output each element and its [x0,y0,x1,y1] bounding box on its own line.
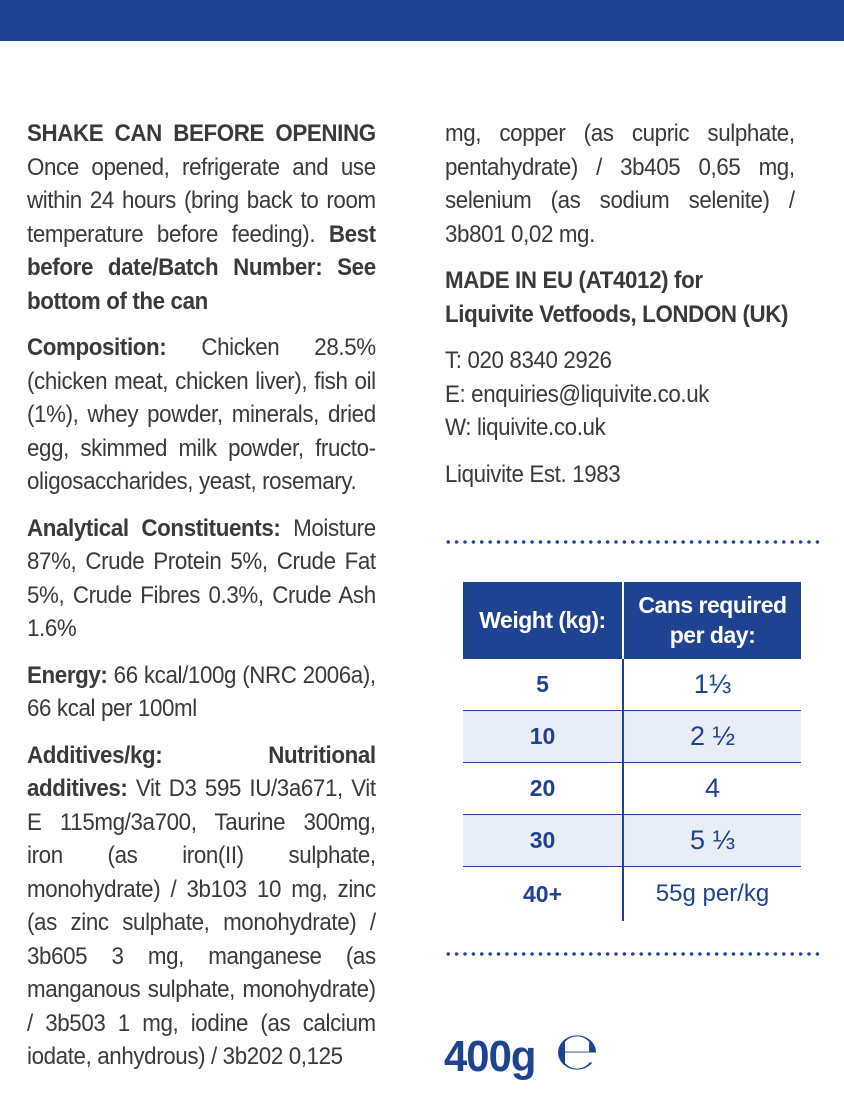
composition-text: Chicken 28.5% (chicken meat, chicken liver), fish oil (1%), whey powder, minerals, dried egg, skimmed milk powder, fructo-oligosaccharides, yeast, rosemary. [27,334,376,495]
row-cans: 4 [623,763,801,815]
storage-text: Once opened, refrigerate and use within 24 hours (bring back to room temperature before feeding). [27,153,376,248]
row-weight: 5 [463,659,623,711]
right-column [445,117,795,504]
energy-label: Energy: [27,661,108,689]
made-in-text: MADE IN EU (AT4012) for Liquivite Vetfoods, LONDON (UK) [445,267,789,328]
shake-heading: SHAKE CAN BEFORE OPENING [27,120,376,147]
table-row [463,711,801,763]
header-bar [0,0,844,41]
composition-paragraph [27,331,376,499]
web-text: W: liquivite.co.uk [445,414,606,441]
row-cans: 55g per/kg [655,880,770,907]
feeding-table-header [463,582,801,659]
table-row [463,659,801,711]
table-row [463,867,801,922]
energy-paragraph [27,659,376,726]
phone-text: T: 020 8340 2926 [445,347,612,374]
additives-paragraph [27,739,376,1074]
analytical-paragraph [27,512,376,646]
additives-label: Additives/kg: Nutritional additives: [27,741,376,802]
header-cans: Cans required per day: [623,582,801,659]
row-weight: 10 [463,711,623,763]
analytical-text: Moisture 87%, Crude Protein 5%, Crude Fat 5%, Crude Fibres 0.3%, Crude Ash 1.6% [27,514,376,642]
left-column [27,117,376,1087]
additives-text: Vit D3 595 IU/3a671, Vit E 115mg/3a700, Taurine 300mg, iron (as iron(II) sulphate, monohydrate) / 3b103 10 mg, zinc (as zinc sulphate, monohydrate) / 3b605 3 mg, manganese (as manganous sulphate, monohydrate) / 3b503 1 mg, iodine (as calcium iodate, anhydrous) / 3b202 0,125 [27,775,376,1070]
established-text: Liquivite Est. 1983 [445,460,621,488]
header-weight: Weight (kg): [463,582,623,659]
net-weight: 400g [444,1032,536,1081]
energy-text: 66 kcal/100g (NRC 2006a), 66 kcal per 100ml [27,661,376,722]
row-weight: 30 [463,815,623,867]
dotted-divider-top [444,539,822,545]
row-weight: 40+ [463,867,623,922]
contact-block [445,344,795,445]
dotted-divider-bottom [444,951,822,957]
composition-label: Composition: [27,334,167,361]
table-row [463,763,801,815]
row-cans: 5 ⅓ [623,815,801,867]
row-cans: 2 ½ [623,711,801,763]
email-text: E: enquiries@liquivite.co.uk [445,380,710,408]
row-weight: 20 [463,763,623,815]
storage-paragraph [27,117,376,318]
made-in-paragraph [445,264,795,331]
best-before-text: Best before date/Batch Number: See bottom of the can [27,220,376,315]
additives-continued: mg, copper (as cupric sulphate, pentahydrate) / 3b405 0,65 mg, selenium (as sodium selenite) / 3b801 0,02 mg. [445,120,795,248]
analytical-label: Analytical Constituents: [27,514,281,542]
estimated-sign-icon: ℮ [555,1022,600,1082]
feeding-table [463,582,801,921]
row-cans: 1⅓ [623,659,801,711]
table-row [463,815,801,867]
